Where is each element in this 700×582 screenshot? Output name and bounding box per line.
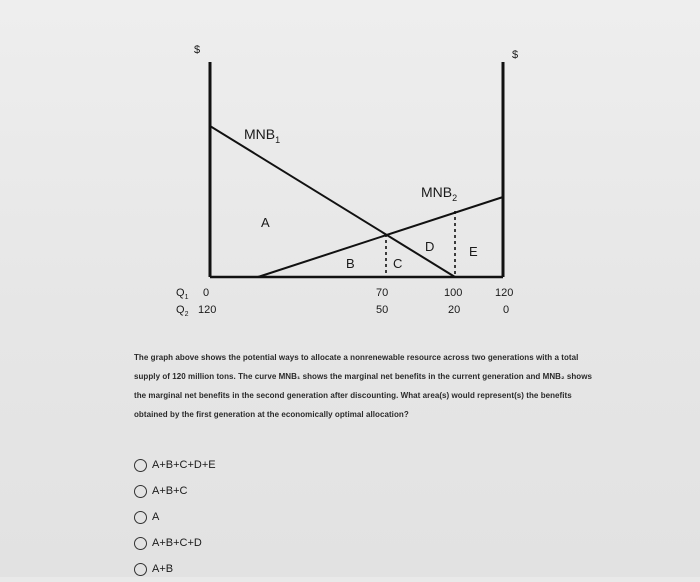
q1-tick-120: 120 — [495, 287, 514, 299]
option-2[interactable] — [134, 478, 216, 504]
area-b-label: B — [346, 256, 355, 271]
right-axis-label: $ — [512, 49, 519, 61]
area-a-label: A — [261, 215, 270, 230]
mnb1-line — [210, 126, 458, 277]
q1-tick-70: 70 — [376, 287, 389, 299]
option-label: A — [152, 511, 160, 523]
option-label: A+B+C+D+E — [152, 459, 216, 471]
radio-button-icon[interactable] — [134, 459, 147, 472]
area-c-label: C — [393, 256, 403, 271]
option-label: A+B — [152, 563, 174, 575]
q2-row-label: $Q_2$ — [176, 304, 189, 318]
radio-button-icon[interactable] — [134, 511, 147, 524]
question-text: The graph above shows the potential ways to allocate a nonrenewable resource across two generations with a total supply of 120 million tons. The curve MNB₁ shows the marginal net benefits in the current generation and MNB₂ shows the marginal net benefits in the second generation after discounting. What area(s) would represent(s) the benefits obtained by the first generation at the economically optimal allocation? — [134, 353, 593, 419]
left-axis-label: $ — [194, 44, 201, 56]
q2-tick-0: 0 — [503, 304, 510, 316]
option-label: A+B+C+D — [152, 537, 202, 549]
mnb2-line — [258, 197, 503, 277]
option-label: A+B+C — [152, 485, 188, 497]
q1-tick-0: 0 — [203, 287, 210, 299]
option-5[interactable] — [134, 556, 216, 582]
q1-tick-100: 100 — [444, 287, 463, 299]
option-3[interactable] — [134, 504, 216, 530]
area-d-label: D — [425, 239, 435, 254]
radio-button-icon[interactable] — [134, 485, 147, 498]
option-4[interactable] — [134, 530, 216, 556]
answer-options — [134, 452, 216, 582]
q2-tick-50: 50 — [376, 304, 389, 316]
q1-row-label: $Q_1$ — [176, 287, 189, 301]
q2-tick-120: 120 — [198, 304, 217, 316]
radio-button-icon[interactable] — [134, 537, 147, 550]
mnb1-label: $MNB_1$ — [244, 126, 281, 145]
area-e-label: E — [469, 244, 478, 259]
q2-tick-20: 20 — [448, 304, 461, 316]
mnb2-label: $MNB_2$ — [421, 184, 458, 203]
radio-button-icon[interactable] — [134, 563, 147, 576]
option-1[interactable] — [134, 452, 216, 478]
